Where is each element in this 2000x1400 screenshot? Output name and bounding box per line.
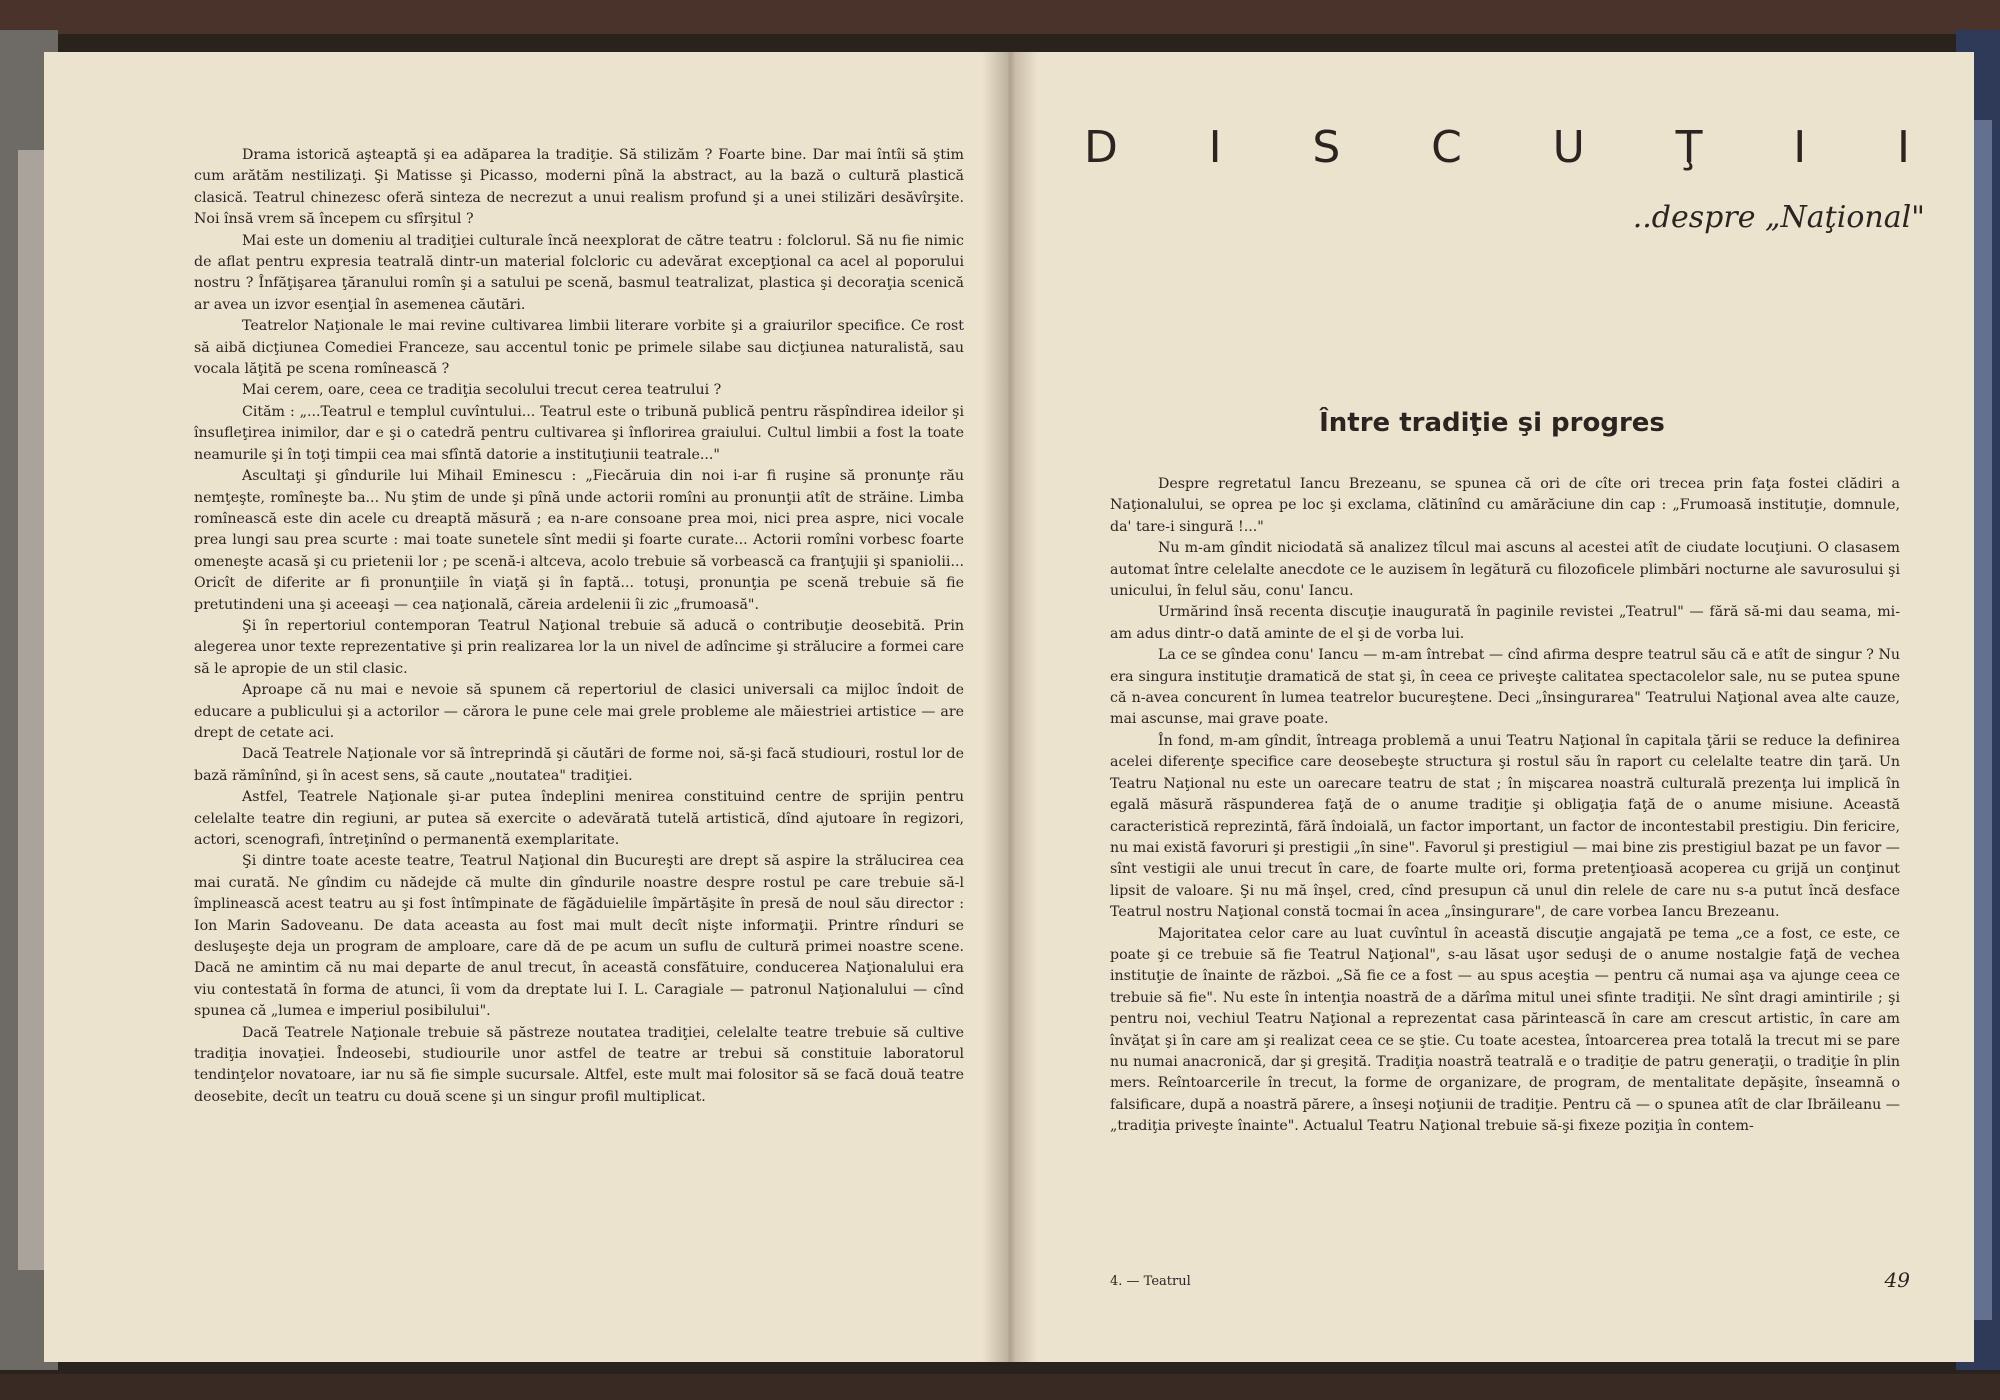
right-paragraph-3: Urmărind însă recenta discuţie inaugurată în paginile revistei „Teatrul" — fără să-mi dau seama, mi-am adus dintr-o dată aminte de el şi de vorba lui. — [1110, 604, 1900, 642]
left-paragraph-3: Teatrelor Naţionale le mai revine cultivarea limbii literare vorbite şi a graiurilor specifice. Ce rost să aibă dicţiunea Comediei Franceze, sau accentul tonic pe primele silabe sau dicţiunea naturalistă, sau vocala lăţită pe scena romînească ? — [194, 318, 964, 378]
left-paragraph-8: Aproape că nu mai e nevoie să spunem că repertoriul de clasici universali ca mijloc îndoit de educare a publicului şi a actorilor — cărora le pune cele mai grele probleme ale măiestriei artistice — are drept de cetate aci. — [194, 682, 964, 741]
left-paragraph-1: Drama istorică aşteaptă şi ea adăparea la tradiţie. Să stilizăm ? Foarte bine. Dar mai întîi să ştim cum arătăm nestilizaţi. Şi Matisse şi Picasso, moderni pînă la abstract, au la bază o cultură plastică clasică. Teatrul chinezesc oferă sinteza de necrezut a unui realism profund şi a unei stilizări desăvîrşite. Noi însă vrem să începem cu sfîrşitul ? — [194, 147, 964, 228]
article-title: Între tradiţie şi progres — [1319, 408, 1665, 438]
book-cover-bottom — [0, 1374, 2000, 1400]
left-page-body — [194, 145, 964, 1108]
section-title-letter: I — [1897, 122, 1910, 173]
right-paragraph-5: În fond, m-am gîndit, întreaga problemă a unui Teatru Naţional în capitala ţării se reduce la definirea acelei diferenţe specifice care deosebeşte structura şi rostul său în raport cu celelalte teatre din ţară. Un Teatru Naţional nu este un oarecare teatru de stat ; în mişcarea noastră culturală prezenţa lui implică în egală măsură răspunderea faţă de o anume tradiţie şi obligaţia faţă de o anume misiune. Această caracteristică reprezintă, fără îndoială, un factor important, un factor de incontestabil prestigiu. Din fericire, nu mai există favoruri şi prestigii „în sine". Favorul şi prestigiul — mai bine zis prestigiul bazat pe un favor — sînt vestigii ale unui trecut în care, de foarte multe ori, forma pretenţioasă acoperea cu grijă un conţinut lipsit de valoare. Şi nu mă înşel, cred, cînd presupun că unul din relele de care nu s-a putut încă desface Teatrul nostru Naţional constă tocmai în acea „însingurare", de care vorbea Iancu Brezeanu. — [1110, 732, 1900, 921]
right-paragraph-6: Majoritatea celor care au luat cuvîntul în această discuţie angajată pe tema „ce a fost, ce este, ce poate şi ce trebuie să fie Teatrul Naţional", s-au lăsat uşor seduşi de o anume nostalgie faţă de vechea instituţie de înainte de război. „Să fie ce a fost — au spus aceştia — pentru că numai aşa va ajunge ceea ce trebuie să fie". Nu este în intenţia noastră de a dărîma mitul unei sfinte tradiţii. Ne sînt dragi amintirile ; şi pentru noi, vechiul Teatru Naţional a reprezentat casa părintească în care am crescut artistic, în care am învăţat şi în care am şi realizat ceea ce se ştie. Cu toate acestea, întoarcerea prea totală la trecut mi se pare nu numai anacronică, dar şi greşită. Tradiţia noastră teatrală e o tradiţie de patru generaţii, o tradiţie în plin mers. Reîntoarcerile în trecut, la forme de organizare, de program, de mentalitate depăşite, înseamnă o falsificare, după a noastră părere, a înseşi noţiunii de tradiţie. Pentru că — o spunea atît de clar Ibrăileanu — „tradiţia priveşte înainte". Actualul Teatru Naţional trebuie să-şi fixeze poziţia în contem- — [1110, 925, 1900, 1135]
section-title-letter: Ţ — [1675, 122, 1703, 173]
right-page-body — [1110, 474, 1900, 1138]
left-paragraph-12: Dacă Teatrele Naţionale trebuie să păstreze noutatea tradiţiei, celelalte teatre trebuie să cultive tradiţia inovaţiei. Îndeosebi, studiourile unor astfel de teatre ar trebui să constituie laboratorul tendinţelor novatoare, iar nu să fie simple sucursale. Altfel, este mult mai folositor să se facă două teatre deosebite, decît un teatru cu două scene şi un singur profil multiplicat. — [194, 1024, 964, 1105]
section-title-letter: I — [1208, 122, 1222, 173]
left-paragraph-2: Mai este un domeniu al tradiţiei culturale încă neexplorat de către teatru : folclorul. Să nu fie nimic de aflat pentru expresia teatrală dintr-un material folcloric cu adevărat excepţional ca acel al poporului nostru ? Înfăţişarea ţăranului romîn şi a satului pe scenă, basmul teatralizat, plastica şi decoraţia scenică ar avea un izvor esenţial în asemenea căutări. — [194, 232, 964, 313]
left-paragraph-5: Cităm : „...Teatrul e templul cuvîntului... Teatrul este o tribună publică pentru răspîndirea ideilor şi însufleţirea inimilor, dar e şi o catedră pentru cultivarea şi înflorirea graiului. Cultul limbii a fost la toate neamurile şi în toţi timpii cea mai sfîntă datorie a instituţiunii teatrale..." — [194, 403, 964, 463]
left-paragraph-7: Şi în repertoriul contemporan Teatrul Naţional trebuie să aducă o contribuţie deosebită. Prin alegerea unor texte reprezentative şi prin realizarea lor la un nivel de adîncime şi strălucire a formei care să le apropie de un stil clasic. — [194, 617, 964, 677]
left-paragraph-6: Ascultaţi şi gîndurile lui Mihail Eminescu : „Fiecăruia din noi i-ar fi ruşine să pronunţe rău nemţeşte, romîneşte ba... Nu ştim de unde şi pînă unde actorii romîni au pronunţii atît de străine. Limba romînească este din acele cu dreaptă măsură ; ea n-are consoane prea moi, nici prea aspre, nici vocale prea lungi sau prea scurte : mai toate sunetele sînt medii şi foarte curate... Actorii romîni vorbesc foarte omeneşte acasă şi cu prietenii lor ; pe scenă-i altceva, acolo trebuie să vorbească ca franţujii şi spaniolii... Oricît de diferite ar fi pronunţiile în viaţă şi în faptă... totuşi, pronunţia pe scenă trebuie să fie pretutindeni una şi aceeaşi — cea naţională, căreia ardelenii îi zic „frumoasă". — [194, 468, 964, 613]
right-paragraph-2: Nu m-am gîndit niciodată să analizez tîlcul mai ascuns al acestei atît de ciudate locuţiuni. O clasasem automat între celelalte anecdote ce le auzisem în legătură cu filozoficele plimbări nocturne ale savurosului şi unicului, în felul său, conu' Iancu. — [1110, 540, 1900, 600]
section-title — [1084, 122, 1910, 173]
section-title-letter: C — [1431, 122, 1462, 173]
section-title-letter: U — [1552, 122, 1585, 173]
right-paragraph-1: Despre regretatul Iancu Brezeanu, se spunea că ori de cîte ori trecea prin faţa fostei clădiri a Naţionalului, se oprea pe loc şi exclama, clătinînd cu amărăciune din cap : „Frumoasă instituţie, domnule, da' tare-i singură !..." — [1110, 476, 1900, 535]
left-paragraph-9: Dacă Teatrele Naţionale vor să întreprindă şi căutări de forme noi, să-şi facă studiouri, rostul lor de bază rămînînd, şi în acest sens, să caute „noutatea" tradiţiei. — [194, 746, 964, 784]
left-paragraph-11: Şi dintre toate aceste teatre, Teatrul Naţional din Bucureşti are drept să aspire la strălucirea cea mai curată. Ne gîndim cu nădejde că multe din gîndurile noastre despre rostul pe care trebuie să-l împlinească acest teatru au şi fost întîmpinate de făgăduielile împărtăşite în presă de noul său director : Ion Marin Sadoveanu. De data aceasta au fost mai mult decît nişte informaţii. Printre rînduri se desluşeşte deja un program de amploare, care dă de pe acum un suflu de cultură primei noastre scene. Dacă ne amintim că nu mai departe de anul trecut, în această consfătuire, conducerea Naţionalului era viu contestată în forma de atunci, îi vom da dreptate lui I. L. Caragiale — patronul Naţionalului — cînd spunea că „lumea e imperiul posibilului". — [194, 853, 964, 1020]
left-paragraph-10: Astfel, Teatrele Naţionale şi-ar putea îndeplini menirea constituind centre de sprijin pentru celelalte teatre din regiuni, ar putea să exercite o adevărată tutelă artistică, dînd ajutoare în regizori, actori, scenografi, întreţinînd o permanentă exemplaritate. — [194, 789, 964, 848]
left-paragraph-4: Mai cerem, oare, ceea ce tradiţia secolului trecut cerea teatrului ? — [242, 382, 722, 399]
section-title-letter: I — [1793, 122, 1807, 173]
section-title-letter: D — [1084, 122, 1118, 173]
book-cover-top — [0, 0, 2000, 34]
page-number: 49 — [1884, 1268, 1910, 1292]
right-paragraph-4: La ce se gîndea conu' Iancu — m-am întrebat — cînd afirma despre teatrul său că e atît de singur ? Nu era singura instituţie dramatică de stat şi, în ceea ce priveşte calitatea spectacolelor sale, nu se putea spune că n-avea concurent în lumea teatrelor bucureştene. Deci „însingurarea" Teatrului Naţional avea alte cauze, mai ascunse, mai grave poate. — [1110, 647, 1900, 728]
section-title-letter: S — [1312, 122, 1341, 173]
section-subtitle: ..despre „Naţional" — [1632, 200, 1925, 235]
left-page — [44, 52, 1010, 1362]
page-footer-signature: 4. — Teatrul — [1110, 1274, 1191, 1289]
book-gutter-shadow — [982, 52, 1038, 1362]
right-page — [1010, 52, 1974, 1362]
